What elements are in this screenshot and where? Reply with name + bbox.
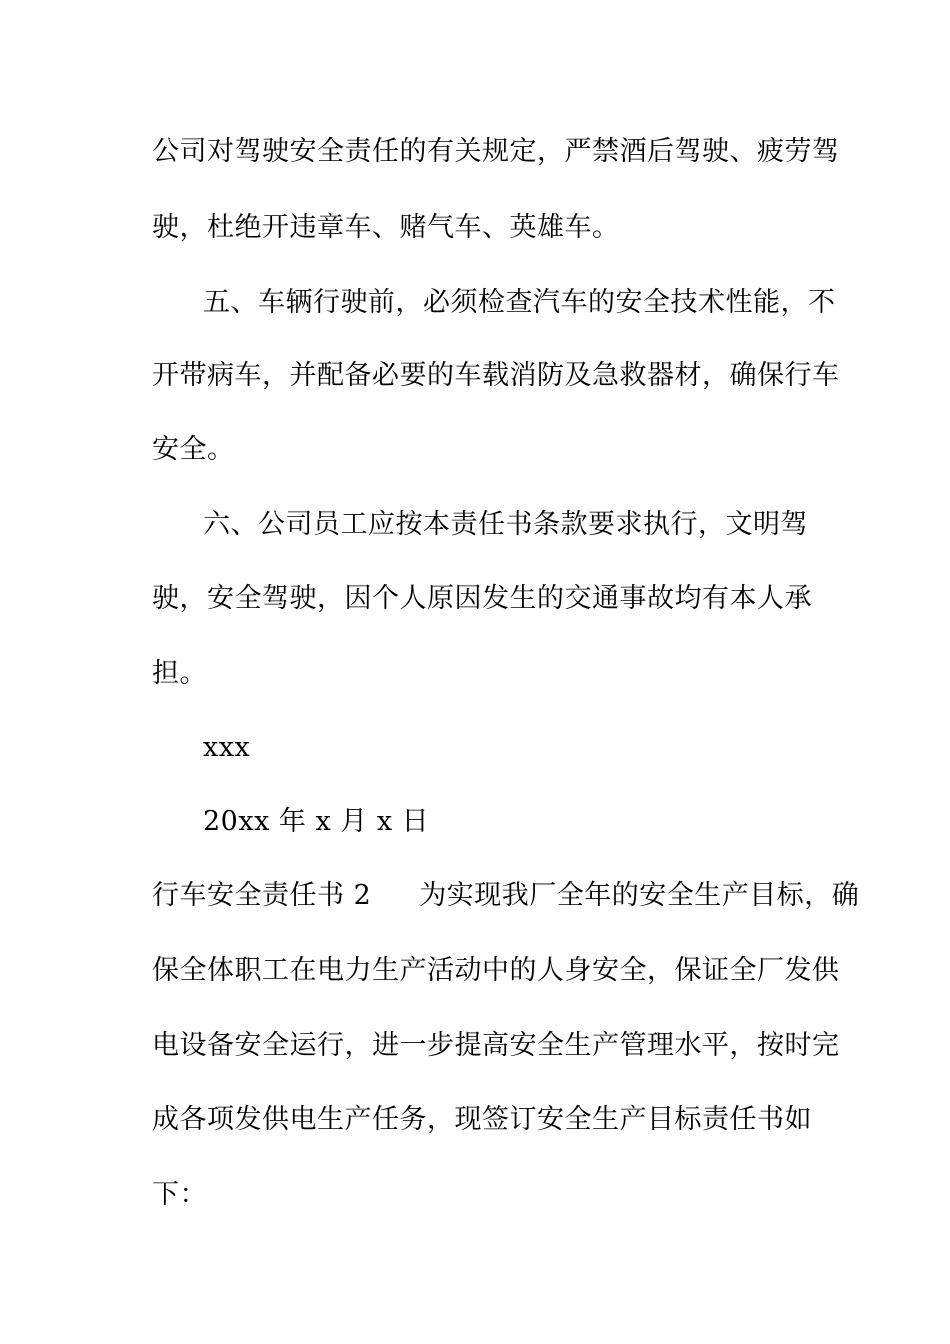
paragraph-line: 保全体职工在电力生产活动中的人身安全，保证全厂发供	[152, 955, 840, 986]
section-title: 行车安全责任书 2	[152, 880, 372, 911]
paragraph-line: 下：	[152, 1179, 207, 1210]
paragraph-line: 驶，安全驾驶，因个人原因发生的交通事故均有本人承	[152, 583, 812, 614]
paragraph-line: 安全。	[152, 434, 235, 465]
paragraph-line: 开带病车，并配备必要的车载消防及急救器材，确保行车	[152, 360, 840, 391]
paragraph-line: 六、公司员工应按本责任书条款要求执行，文明驾	[203, 509, 808, 540]
paragraph-line: 担。	[152, 658, 207, 689]
paragraph-line: 驶，杜绝开违章车、赌气车、英雄车。	[152, 212, 620, 243]
paragraph-line: 成各项发供电生产任务，现签订安全生产目标责任书如	[152, 1104, 812, 1135]
paragraph-text: 为实现我厂全年的安全生产目标，确	[419, 880, 860, 911]
paragraph-line: 电设备安全运行，进一步提高安全生产管理水平，按时完	[152, 1030, 840, 1061]
date-line: 20xx 年 x 月 x 日	[203, 806, 430, 837]
signatory: xxx	[203, 732, 251, 763]
section-heading-line	[152, 878, 859, 914]
paragraph-line: 公司对驾驶安全责任的有关规定，严禁酒后驾驶、疲劳驾	[152, 136, 840, 167]
paragraph-line: 五、车辆行驶前，必须检查汽车的安全技术性能，不	[203, 287, 836, 318]
